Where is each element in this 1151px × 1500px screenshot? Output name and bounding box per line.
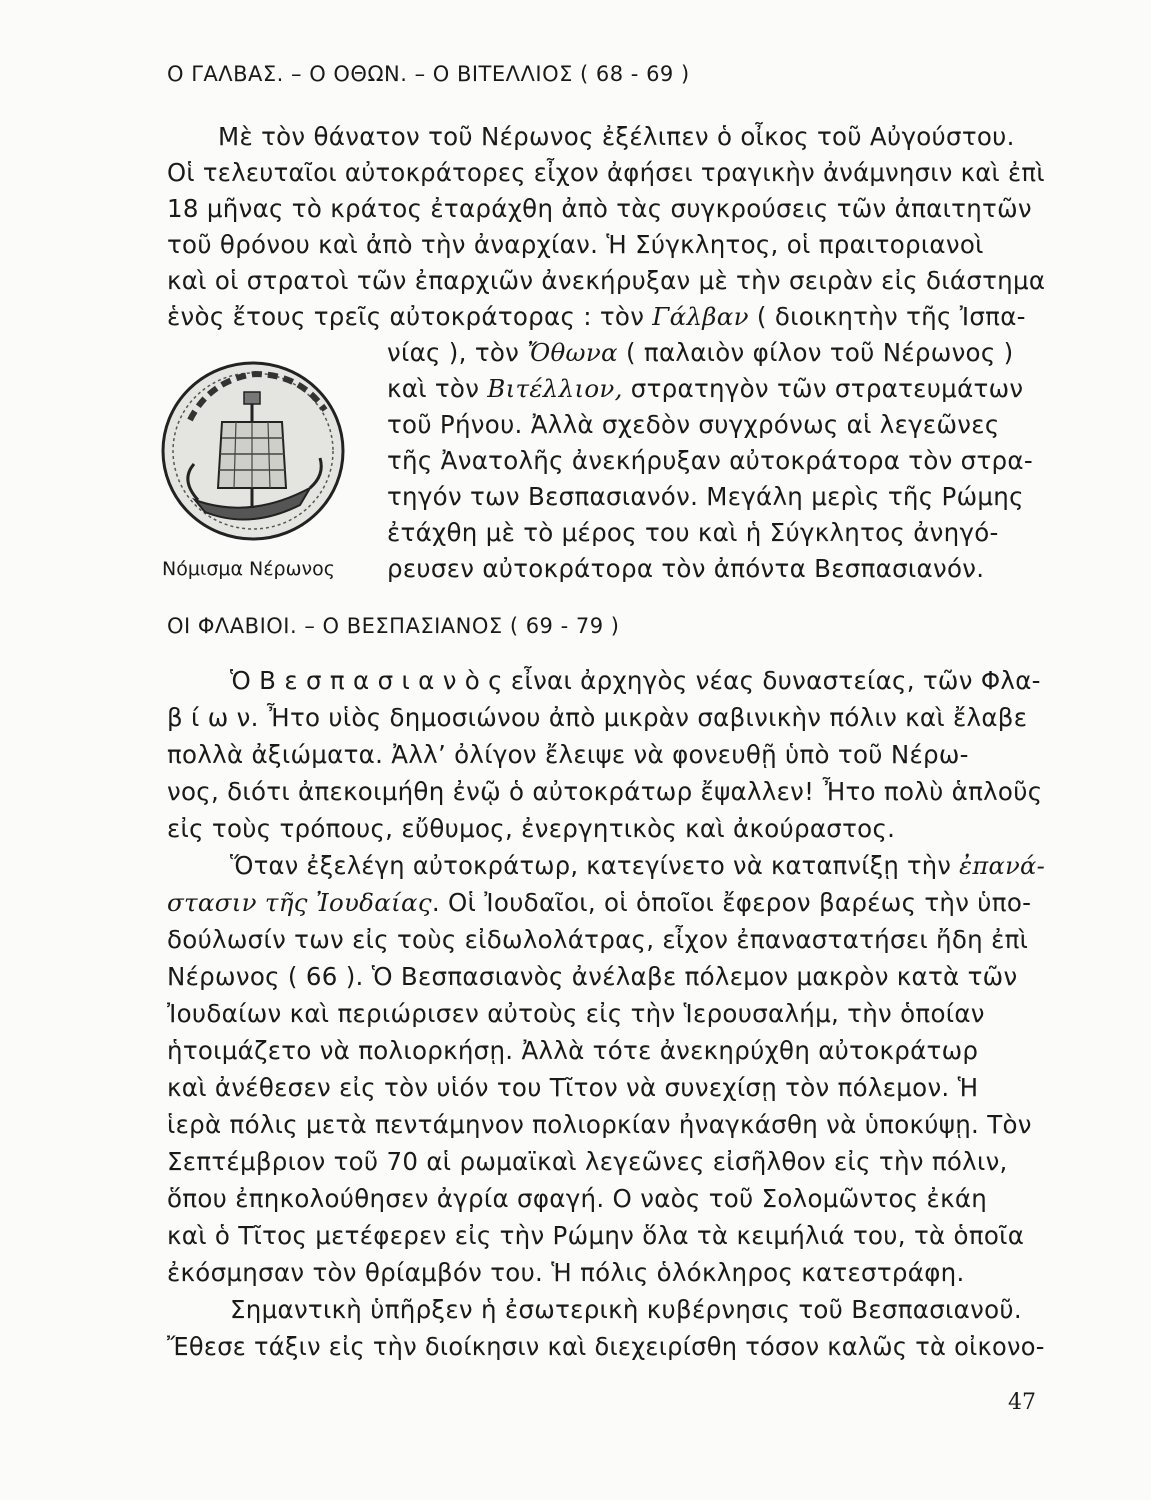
text-line: καὶ οἱ στρατοὶ τῶν ἐπαρχιῶν ἀνεκήρυξαν μὲ τὴν σειρὰν εἰς διάστημα (167, 266, 1046, 295)
text-line: Σεπτέμβριον τοῦ 70 αἱ ρωμαϊκαὶ λεγεῶνες εἰσῆλθον εἰς τὴν πόλιν, (167, 1147, 1008, 1176)
text-line (387, 338, 1013, 367)
text-line: Οἱ τελευταῖοι αὐτοκράτορες εἶχον ἀφήσει τραγικὴν ἀνάμνησιν καὶ ἐπὶ (167, 158, 1045, 187)
text-line: τῆς Ἀνατολῆς ἀνεκήρυξαν αὐτοκράτορα τὸν στρα- (387, 446, 1034, 475)
italic-name-otho: Ὄθωνα (527, 338, 618, 367)
text-line: νος, διότι ἀπεκοιμήθη ἐνῷ ὁ αὐτοκράτωρ ἔψαλλεν! Ἦτο πολὺ ἁπλοῦς (167, 777, 1043, 806)
text-line (230, 851, 1045, 880)
text-line (387, 374, 1023, 403)
text-line: Ἔθεσε τάξιν εἰς τὴν διοίκησιν καὶ διεχειρίσθη τόσον καλῶς τὰ οἰκονο- (167, 1332, 1045, 1361)
italic-phrase: ἐπανά- (959, 851, 1046, 880)
text-line: τηγόν των Βεσπασιανόν. Μεγάλη μερὶς τῆς Ρώμης (387, 482, 1024, 511)
text-line: εἰς τοὺς τρόπους, εὔθυμος, ἐνεργητικὸς καὶ ἀκούραστος. (167, 814, 896, 843)
coin-caption: Νόμισμα Νέρωνος (162, 558, 335, 580)
text-line: καὶ ἀνέθεσεν εἰς τὸν υἱόν του Τῖτον νὰ συνεχίσῃ τὸν πόλεμον. Ἡ (167, 1073, 979, 1102)
text-segment: ἑνὸς ἔτους τρεῖς αὐτοκράτορας : τὸν (167, 302, 653, 331)
text-line: 18 μῆνας τὸ κράτος ἐταράχθη ἀπὸ τὰς συγκρούσεις τῶν ἀπαιτητῶν (167, 194, 1032, 223)
text-segment: ( διοικητὴν τῆς Ἰσπα- (748, 302, 1026, 331)
text-line: ὅπου ἐπηκολούθησεν ἀγρία σφαγή. Ο ναὸς τοῦ Σολομῶντος ἐκάη (167, 1184, 988, 1213)
text-line: τοῦ θρόνου καὶ ἀπὸ τὴν ἀναρχίαν. Ἡ Σύγκλητος, οἱ πραιτοριανοὶ (167, 230, 984, 259)
text-line: Μὲ τὸν θάνατον τοῦ Νέρωνος ἐξέλιπεν ὁ οἶκος τοῦ Αὐγούστου. (218, 122, 1015, 151)
text-line: Ἰουδαίων καὶ περιώρισεν αὐτοὺς εἰς τὴν Ἱερουσαλήμ, τὴν ὁποίαν (167, 999, 985, 1028)
italic-phrase: στασιν τῆς Ἰουδαίας (167, 888, 432, 917)
text-segment: ( παλαιὸν φίλον τοῦ Νέρωνος ) (617, 338, 1014, 367)
text-line: Σημαντικὴ ὑπῆρξεν ἡ ἐσωτερικὴ κυβέρνησις τοῦ Βεσπασιανοῦ. (230, 1295, 1022, 1324)
text-line: ἐτάχθη μὲ τὸ μέρος του καὶ ἡ Σύγκλητος ἀνηγό- (387, 518, 999, 547)
page-number: 47 (1008, 1390, 1036, 1415)
text-segment: στρατηγὸν τῶν στρατευμάτων (622, 374, 1024, 403)
text-segment: Ὅταν ἐξελέγη αὐτοκράτωρ, κατεγίνετο νὰ καταπνίξῃ τὴν (230, 851, 960, 880)
italic-name-vitellius: Βιτέλλιον, (487, 374, 623, 403)
section-heading-galbas: Ο ΓΑΛΒΑΣ. – Ο ΟΘΩΝ. – Ο ΒΙΤΕΛΛΙΟΣ ( 68 - 69 ) (167, 62, 690, 86)
text-line: δούλωσίν των εἰς τοὺς εἰδωλολάτρας, εἶχον ἐπαναστατήσει ἤδη ἐπὶ (167, 925, 1029, 954)
text-line: β ί ω ν. Ἦτο υἱὸς δημοσιώνου ἀπὸ μικρὰν σαβινικὴν πόλιν καὶ ἔλαβε (167, 703, 1028, 732)
text-line: ἐκόσμησαν τὸν θρίαμβόν του. Ἡ πόλις ὁλόκληρος κατεστράφη. (167, 1258, 965, 1287)
text-segment: . Οἱ Ἰουδαῖοι, οἱ ὁποῖοι ἔφερον βαρέως τὴν ὑπο- (431, 888, 1032, 917)
text-segment: καὶ τὸν (387, 374, 488, 403)
text-segment: νίας ), τὸν (387, 338, 528, 367)
text-line: Ὁ Β ε σ π α σ ι α ν ὸ ς εἶναι ἀρχηγὸς νέας δυναστείας, τῶν Φλα- (230, 666, 1041, 695)
text-line: ἱερὰ πόλις μετὰ πεντάμηνον πολιορκίαν ἠναγκάσθη νὰ ὑποκύψῃ. Τὸν (167, 1110, 1032, 1139)
text-line (167, 888, 1031, 917)
text-line: ρευσεν αὐτοκράτορα τὸν ἀπόντα Βεσπασιανόν. (387, 554, 985, 583)
text-line: Νέρωνος ( 66 ). Ὁ Βεσπασιανὸς ἀνέλαβε πόλεμον μακρὸν κατὰ τῶν (167, 962, 1018, 991)
text-line (167, 302, 1026, 331)
nero-coin-illustration (160, 360, 346, 542)
text-line: καὶ ὁ Τῖτος μετέφερεν εἰς τὴν Ρώμην ὅλα τὰ κειμήλιά του, τὰ ὁποῖα (167, 1221, 1025, 1250)
text-line: πολλὰ ἀξιώματα. Ἀλλ’ ὀλίγον ἔλειψε νὰ φονευθῇ ὑπὸ τοῦ Νέρω- (167, 740, 969, 769)
italic-name-galba: Γάλβαν (652, 302, 749, 331)
text-line: ἡτοιμάζετο νὰ πολιορκήσῃ. Ἀλλὰ τότε ἀνεκηρύχθη αὐτοκράτωρ (167, 1036, 979, 1065)
text-line: τοῦ Ρήνου. Ἀλλὰ σχεδὸν συγχρόνως αἱ λεγεῶνες (387, 410, 1000, 439)
section-heading-flavians: ΟΙ ΦΛΑΒΙΟΙ. – Ο ΒΕΣΠΑΣΙΑΝΟΣ ( 69 - 79 ) (167, 614, 620, 638)
